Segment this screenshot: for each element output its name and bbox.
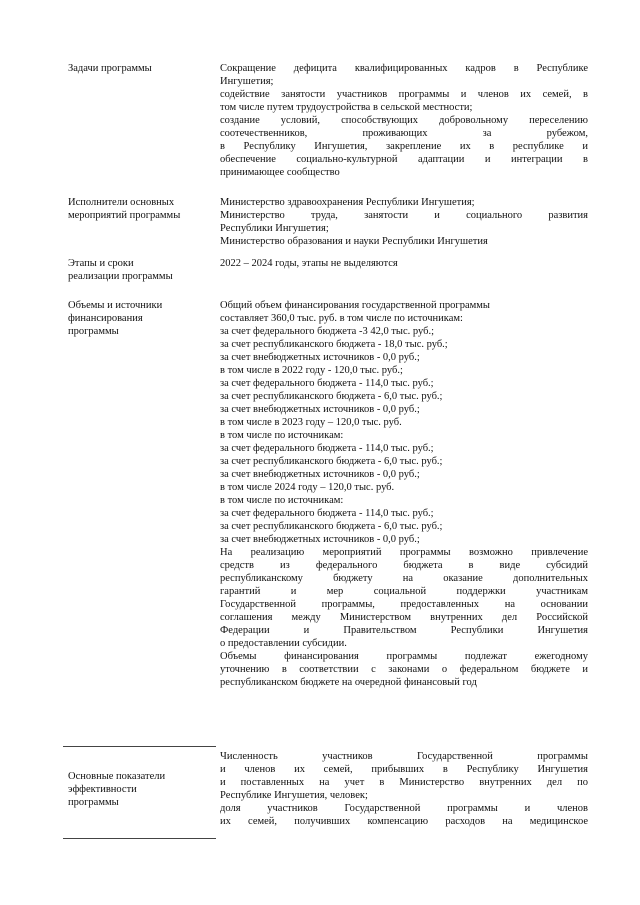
label-line: Задачи программы: [68, 63, 152, 74]
row-content-indicators: [220, 750, 588, 828]
content-line: в том числе по источникам:: [220, 495, 344, 506]
content-line: соотечественников, проживающих за рубежом,: [220, 128, 588, 139]
label-line: программы: [68, 797, 119, 808]
content-line: Министерство труда, занятости и социального развития: [220, 210, 588, 221]
content-line: обеспечение социально-культурной адаптации и интеграции в: [220, 154, 588, 165]
content-line: Общий объем финансирования государственной программы: [220, 300, 490, 311]
content-line: и членов их семей, прибывших в Республику Ингушетия: [220, 764, 588, 775]
content-line: в том числе в 2022 году - 120,0 тыс. руб.;: [220, 365, 403, 376]
content-line: Федерации и Правительством Республики Ингушетия: [220, 625, 588, 636]
label-line: программы: [68, 326, 119, 337]
label-line: Этапы и сроки: [68, 258, 134, 269]
content-line: Численность участников Государственной программы: [220, 751, 588, 762]
content-line: доля участников Государственной программы и членов: [220, 803, 588, 814]
content-line: средств из федерального бюджета в виде субсидий: [220, 560, 588, 571]
content-line: за счет федерального бюджета - 114,0 тыс. руб.;: [220, 443, 434, 454]
content-line: республиканском бюджете на очередной финансовый год: [220, 677, 477, 688]
content-line: Ингушетия;: [220, 76, 274, 87]
content-line: за счет внебюджетных источников - 0,0 руб.;: [220, 404, 420, 415]
row-label-tasks: [68, 62, 218, 75]
content-line: уточнению в соответствии с законами о федеральном бюджете и: [220, 664, 588, 675]
row-content-executors: [220, 196, 588, 248]
content-line: за счет республиканского бюджета - 18,0 тыс. руб.;: [220, 339, 448, 350]
content-line: в Республику Ингушетия, закрепление их в республике и: [220, 141, 588, 152]
content-line: гарантий и мер социальной поддержки участникам: [220, 586, 588, 597]
content-line: за счет внебюджетных источников - 0,0 руб.;: [220, 352, 420, 363]
label-line: финансирования: [68, 313, 143, 324]
content-line: о предоставлении субсидии.: [220, 638, 347, 649]
row-label-executors: [68, 196, 218, 222]
content-line: за счет федерального бюджета -3 42,0 тыс. руб.;: [220, 326, 434, 337]
content-line: за счет республиканского бюджета - 6,0 тыс. руб.;: [220, 456, 443, 467]
row-label-indicators: [68, 770, 218, 809]
content-line: том числе путем трудоустройства в сельской местности;: [220, 102, 473, 113]
content-line: и поставленных на учет в Министерство внутренних дел по: [220, 777, 588, 788]
content-line: за счет республиканского бюджета - 6,0 тыс. руб.;: [220, 391, 443, 402]
row-label-funding: [68, 299, 218, 338]
content-line: Сокращение дефицита квалифицированных кадров в Республике: [220, 63, 588, 74]
content-line: за счет федерального бюджета - 114,0 тыс. руб.;: [220, 508, 434, 519]
content-line: На реализацию мероприятий программы возможно привлечение: [220, 547, 588, 558]
content-line: 2022 – 2024 годы, этапы не выделяются: [220, 258, 398, 269]
content-line: республиканскому бюджету на оказание дополнительных: [220, 573, 588, 584]
content-line: Республике Ингушетия, человек;: [220, 790, 368, 801]
label-line: Исполнители основных: [68, 197, 175, 208]
content-line: принимающее сообщество: [220, 167, 340, 178]
row-content-tasks: [220, 62, 588, 179]
row-label-stages: [68, 257, 218, 283]
content-line: в том числе 2024 году – 120,0 тыс. руб.: [220, 482, 395, 493]
label-line: Основные показатели: [68, 771, 166, 782]
content-line: Министерство здравоохранения Республики Ингушетия;: [220, 197, 475, 208]
content-line: Министерство образования и науки Республики Ингушетия: [220, 236, 488, 247]
content-line: создание условий, способствующих добровольному переселению: [220, 115, 588, 126]
label-line: Объемы и источники: [68, 300, 163, 311]
label-line: мероприятий программы: [68, 210, 181, 221]
content-line: Республики Ингушетия;: [220, 223, 329, 234]
row-divider: [63, 746, 216, 747]
content-line: за счет внебюджетных источников - 0,0 руб.;: [220, 469, 420, 480]
content-line: Объемы финансирования программы подлежат ежегодному: [220, 651, 588, 662]
content-line: за счет федерального бюджета - 114,0 тыс. руб.;: [220, 378, 434, 389]
content-line: их семей, получивших компенсацию расходов на медицинское: [220, 816, 588, 827]
content-line: составляет 360,0 тыс. руб. в том числе по источникам:: [220, 313, 463, 324]
row-content-stages: [220, 257, 588, 270]
row-content-funding: [220, 299, 588, 689]
content-line: в том числе по источникам:: [220, 430, 344, 441]
content-line: за счет республиканского бюджета - 6,0 тыс. руб.;: [220, 521, 443, 532]
label-line: реализации программы: [68, 271, 173, 282]
content-line: за счет внебюджетных источников - 0,0 руб.;: [220, 534, 420, 545]
content-line: содействие занятости участников программы и членов их семей, в: [220, 89, 588, 100]
content-line: в том числе в 2023 году – 120,0 тыс. руб.: [220, 417, 402, 428]
label-line: эффективности: [68, 784, 137, 795]
content-line: соглашения между Министерством внутренних дел Российской: [220, 612, 588, 623]
content-line: Государственной программы, предоставленных на основании: [220, 599, 588, 610]
row-divider: [63, 838, 216, 839]
